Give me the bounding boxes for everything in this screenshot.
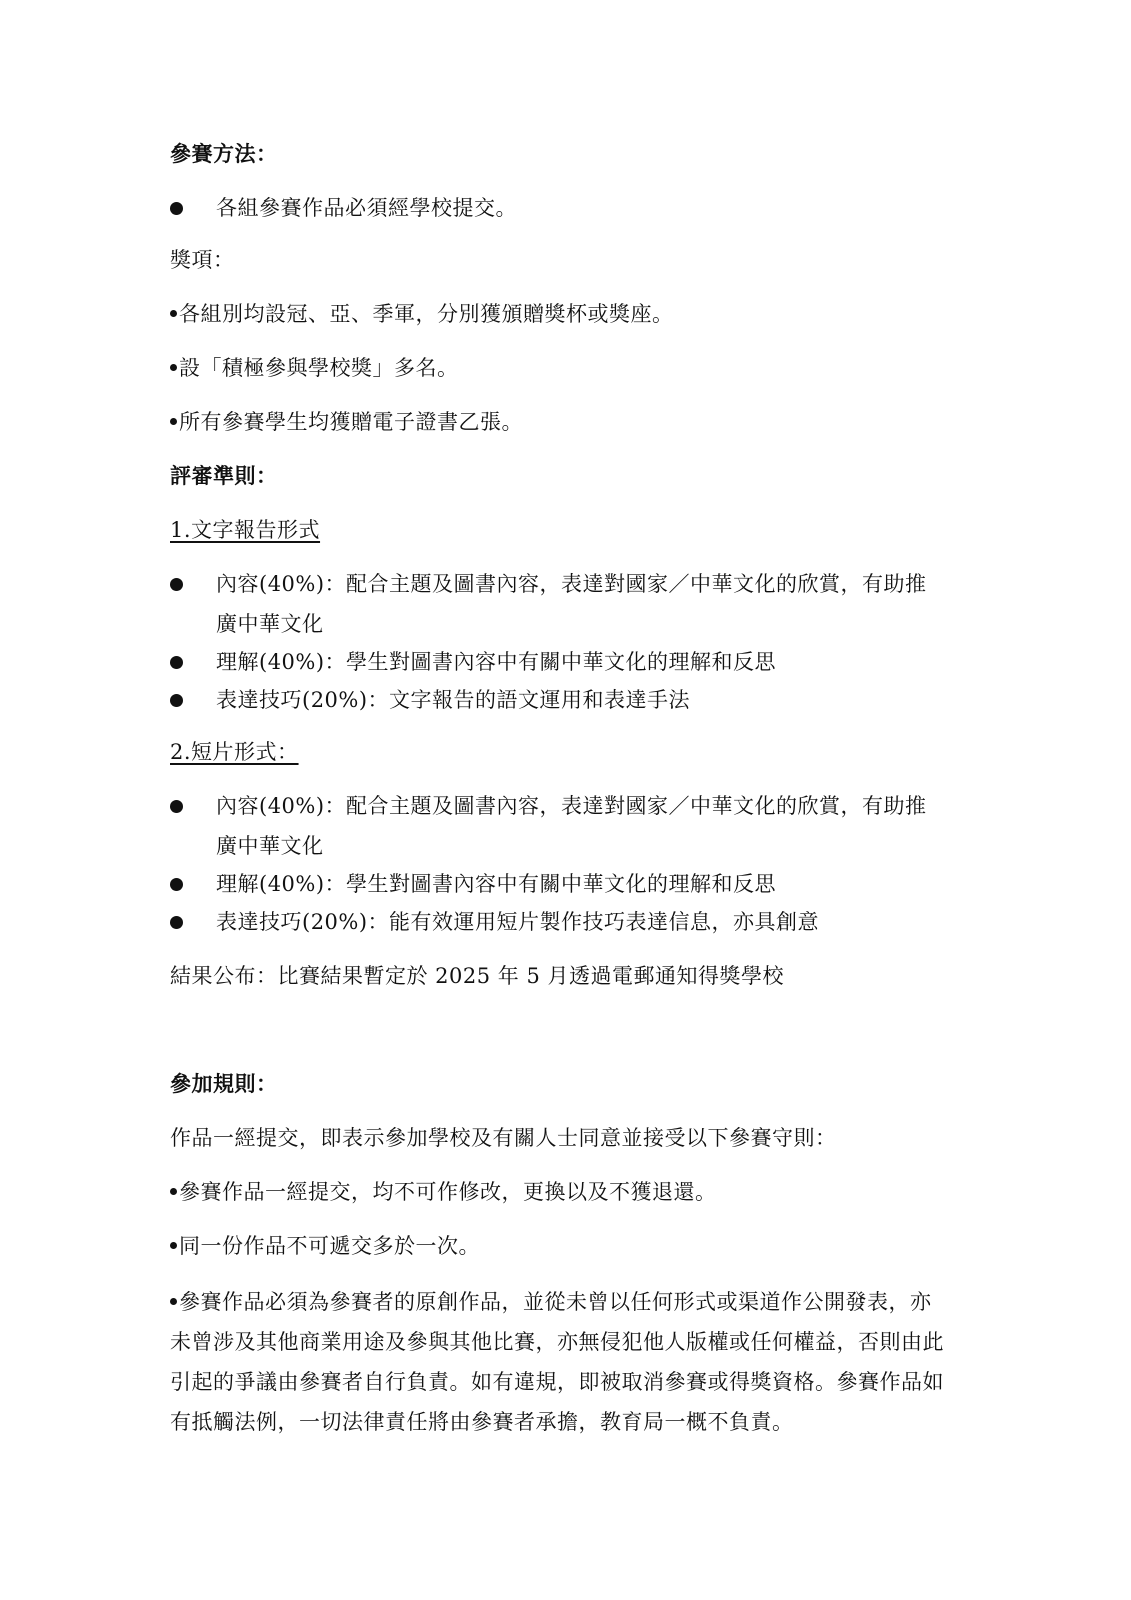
criteria-item [170, 642, 950, 682]
rule-item-text: 同一份作品不可遞交多於一次。 [179, 1234, 480, 1258]
award-item [170, 408, 523, 436]
criteria-item [170, 902, 950, 942]
method-bullet-text: 各組參賽作品必須經學校提交。 [216, 196, 517, 220]
bullet-dot-icon [170, 656, 183, 669]
bullet-dot-icon [170, 1188, 177, 1195]
criteria-item-text: 內容(40%)：配合主題及圖書內容，表達對國家／中華文化的欣賞，有助推廣中華文化 [216, 572, 927, 636]
rule-item [170, 1232, 480, 1260]
rule-item [170, 1282, 950, 1442]
video-format-heading: 2.短片形式： [170, 740, 299, 764]
bullet-dot-icon [170, 418, 177, 425]
bullet-dot-icon [170, 310, 177, 317]
rule-item-text: 參賽作品必須為參賽者的原創作品，並從未曾以任何形式或渠道作公開發表，亦未曾涉及其他商業用途及參與其他比賽，亦無侵犯他人版權或任何權益，否則由此引起的爭議由參賽者自行負責。如有違規，即被取消參賽或得獎資格。參賽作品如有抵觸法例，一切法律責任將由參賽者承擔，教育局一概不負責。 [170, 1290, 944, 1434]
criteria-item-text: 表達技巧(20%)：能有效運用短片製作技巧表達信息，亦具創意 [216, 910, 820, 934]
criteria-item [170, 680, 950, 720]
bullet-dot-icon [170, 364, 177, 371]
results-announcement: 結果公布：比賽結果暫定於 2025 年 5 月透過電郵通知得獎學校 [170, 964, 785, 988]
award-item-text: 各組別均設冠、亞、季軍，分別獲頒贈獎杯或獎座。 [179, 302, 674, 326]
method-heading: 參賽方法： [170, 141, 278, 166]
criteria-item-text: 內容(40%)：配合主題及圖書內容，表達對國家／中華文化的欣賞，有助推廣中華文化 [216, 794, 927, 858]
rules-heading: 參加規則： [170, 1071, 278, 1096]
rule-item-text: 參賽作品一經提交，均不可作修改，更換以及不獲退還。 [179, 1180, 717, 1204]
awards-heading: 獎項： [170, 248, 235, 272]
criteria-item-text: 理解(40%)：學生對圖書內容中有關中華文化的理解和反思 [216, 872, 777, 896]
criteria-item [170, 564, 950, 644]
criteria-heading: 評審準則： [170, 463, 278, 488]
award-item-text: 所有參賽學生均獲贈電子證書乙張。 [179, 410, 523, 434]
bullet-dot-icon [170, 1242, 177, 1249]
award-item [170, 300, 674, 328]
bullet-dot-icon [170, 578, 183, 591]
criteria-item-text: 理解(40%)：學生對圖書內容中有關中華文化的理解和反思 [216, 650, 777, 674]
criteria-item [170, 864, 950, 904]
bullet-dot-icon [170, 916, 183, 929]
rules-intro: 作品一經提交，即表示參加學校及有關人士同意並接受以下參賽守則： [170, 1126, 837, 1150]
written-format-heading: 1.文字報告形式 [170, 518, 321, 542]
bullet-dot-icon [170, 800, 183, 813]
bullet-dot-icon [170, 694, 183, 707]
method-bullet-item [170, 188, 950, 228]
criteria-item-text: 表達技巧(20%)：文字報告的語文運用和表達手法 [216, 688, 691, 712]
award-item [170, 354, 459, 382]
criteria-item [170, 786, 950, 866]
bullet-dot-icon [170, 878, 183, 891]
bullet-dot-icon [170, 202, 183, 215]
award-item-text: 設「積極參與學校獎」多名。 [179, 356, 459, 380]
rule-item [170, 1178, 717, 1206]
bullet-dot-icon [170, 1298, 177, 1305]
